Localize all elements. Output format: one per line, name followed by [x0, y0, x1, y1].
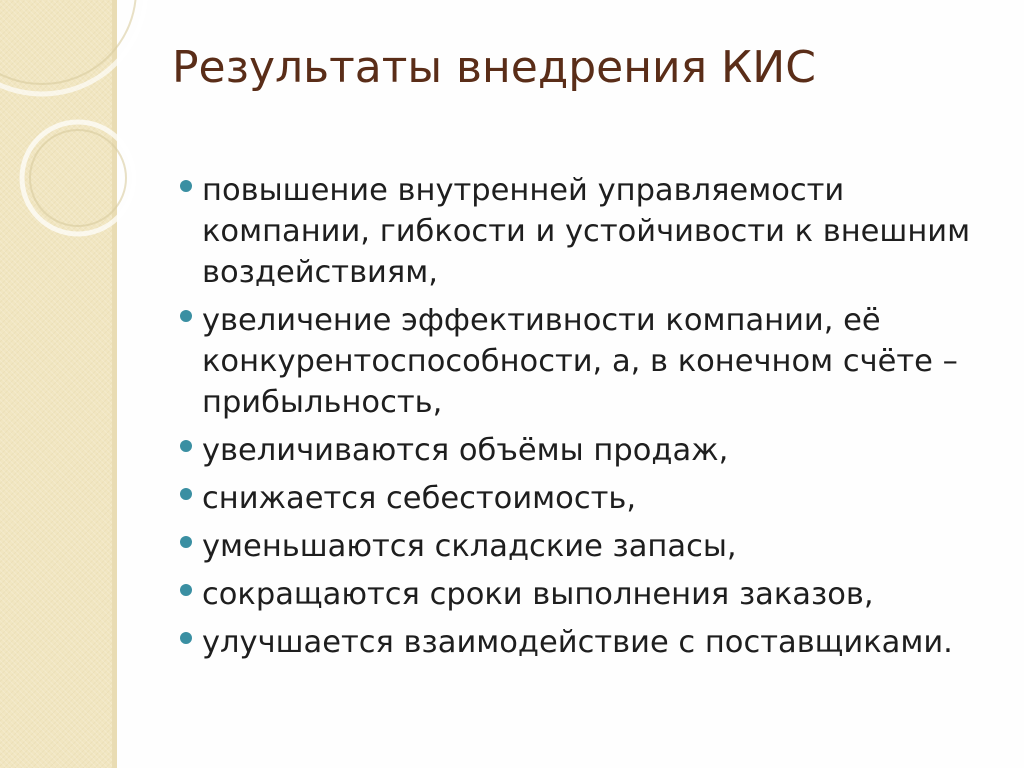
- large-ring-decoration: [0, 0, 146, 94]
- list-item: [178, 478, 978, 519]
- large-ring-inner-decoration: [0, 0, 136, 84]
- bullet-text: повышение внутренней управляемости компании, гибкости и устойчивости к внешним воздействиям,: [202, 173, 971, 290]
- list-item: [178, 430, 978, 471]
- bullet-text: уменьшаются складские запасы,: [202, 529, 737, 564]
- bullet-icon: [180, 584, 192, 596]
- small-ring-inner-decoration: [30, 130, 126, 226]
- bullet-text: улучшается взаимодействие с поставщиками.: [202, 625, 953, 660]
- list-item: [178, 526, 978, 567]
- slide-title: Результаты внедрения КИС: [172, 42, 816, 93]
- small-ring-decoration: [22, 122, 134, 234]
- bullet-text: сокращаются сроки выполнения заказов,: [202, 577, 874, 612]
- list-item: [178, 622, 978, 663]
- bullet-text: снижается себестоимость,: [202, 481, 637, 516]
- bullet-icon: [180, 632, 192, 644]
- decorative-circles: [0, 0, 200, 260]
- list-item: [178, 574, 978, 615]
- bullet-icon: [180, 440, 192, 452]
- bullet-text: увеличиваются объёмы продаж,: [202, 433, 729, 468]
- bullet-text: увеличение эффективности компании, её конкурентоспособности, а, в конечном счёте – прибыльность,: [202, 303, 958, 420]
- bullet-list: [178, 170, 978, 670]
- list-item: [178, 300, 978, 423]
- bullet-icon: [180, 180, 192, 192]
- bullet-icon: [180, 310, 192, 322]
- bullet-icon: [180, 536, 192, 548]
- list-item: [178, 170, 978, 293]
- bullet-icon: [180, 488, 192, 500]
